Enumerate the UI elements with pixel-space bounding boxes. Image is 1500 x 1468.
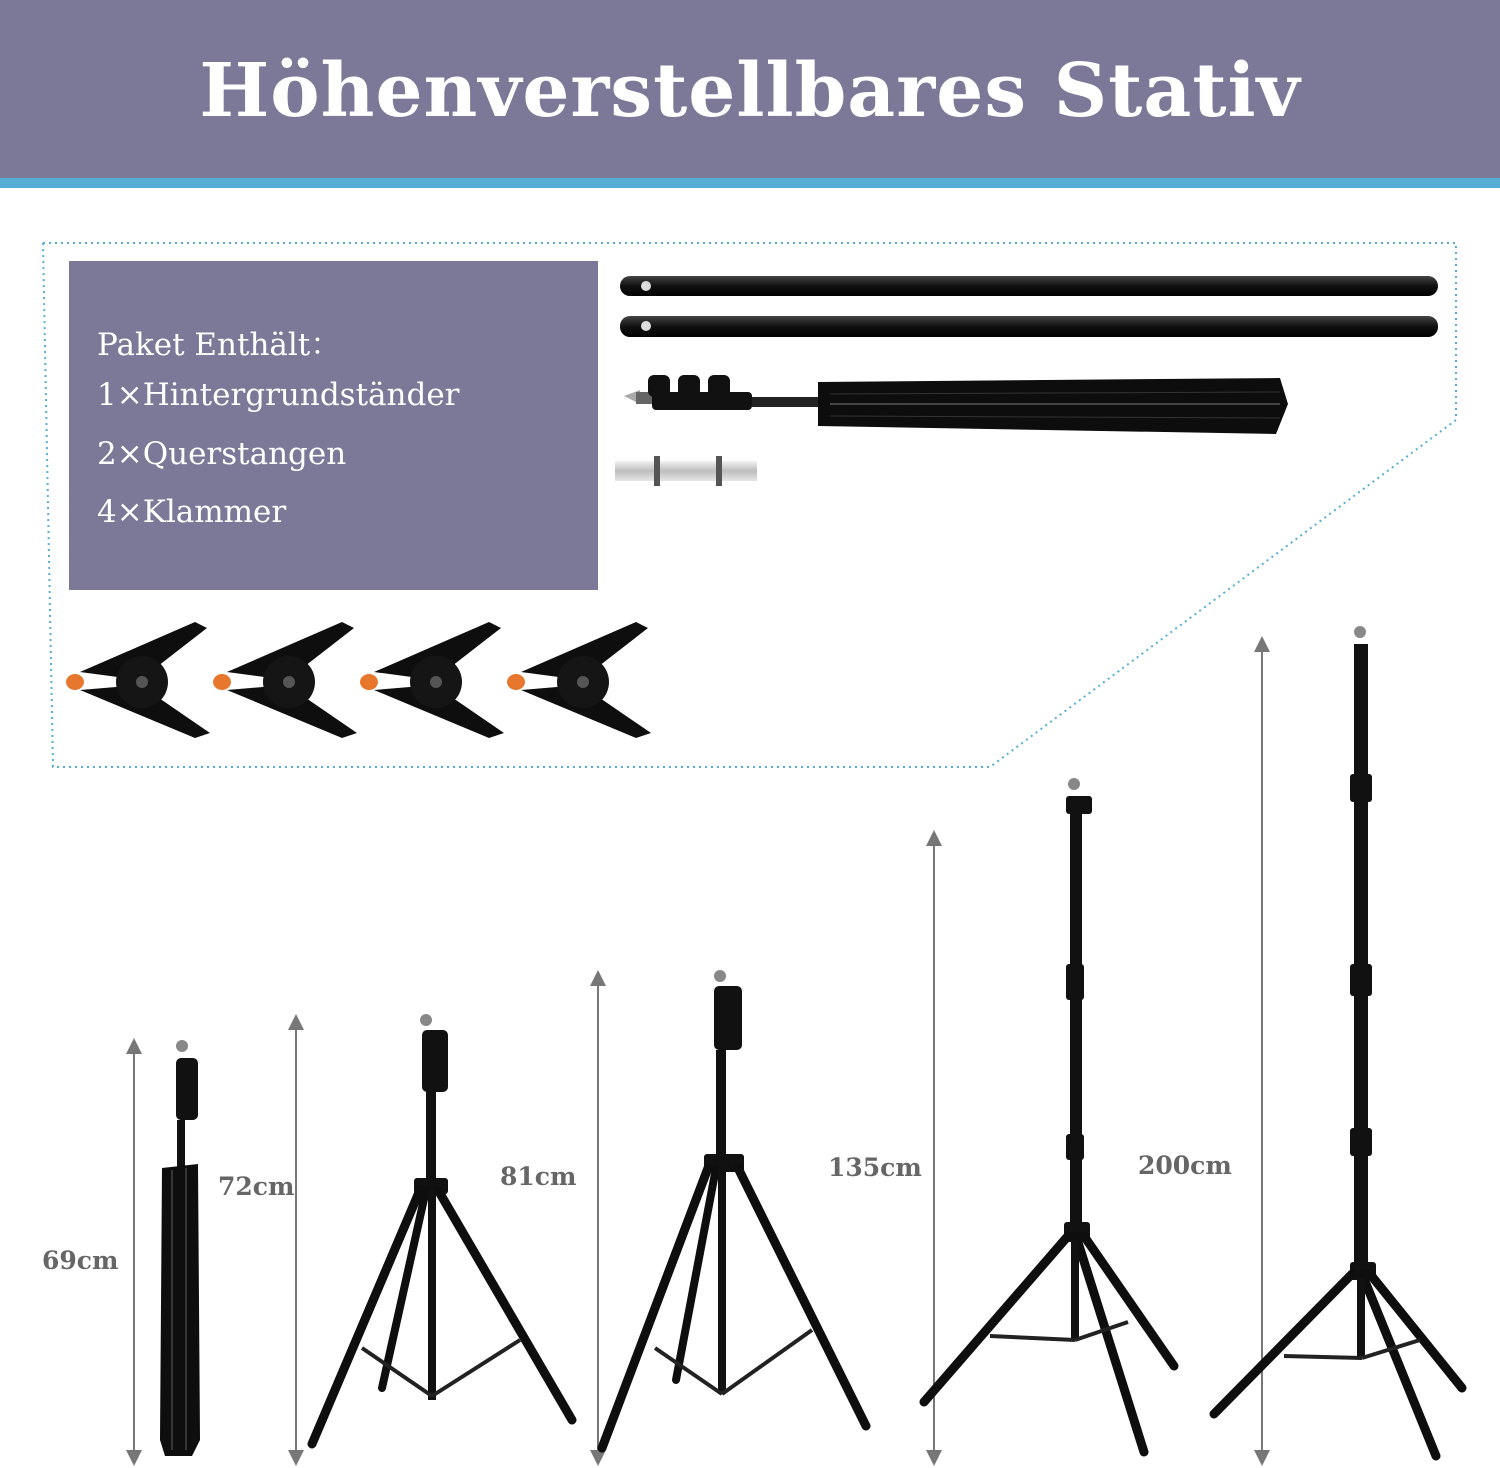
height-label-200: 200cm xyxy=(1138,1151,1232,1180)
spring-clamp-icon xyxy=(66,622,210,738)
package-item-crossbars: 2×Querstangen xyxy=(97,436,347,472)
height-label-69: 69cm xyxy=(42,1246,119,1275)
crossbar-icon xyxy=(620,316,1438,337)
tripod-stand-icon xyxy=(1214,626,1462,1456)
tripod-stand-icon xyxy=(924,778,1174,1452)
height-label-135: 135cm xyxy=(828,1153,922,1182)
folded-stand-icon xyxy=(624,375,1288,434)
package-item-stand: 1×Hintergrundständer xyxy=(97,377,460,413)
height-label-72: 72cm xyxy=(218,1172,295,1201)
tripod-stand-icon xyxy=(602,970,866,1448)
tripod-stand-icon xyxy=(312,1014,572,1444)
crossbar-icon xyxy=(620,276,1438,296)
tripod-stand-icon xyxy=(160,1040,200,1456)
height-label-81: 81cm xyxy=(500,1162,577,1191)
package-heading: Paket Enthält： xyxy=(97,327,342,363)
page-title: Höhenverstellbares Stativ xyxy=(199,48,1301,134)
package-item-clamps: 4×Klammer xyxy=(97,494,287,530)
connector-icon xyxy=(615,456,757,486)
